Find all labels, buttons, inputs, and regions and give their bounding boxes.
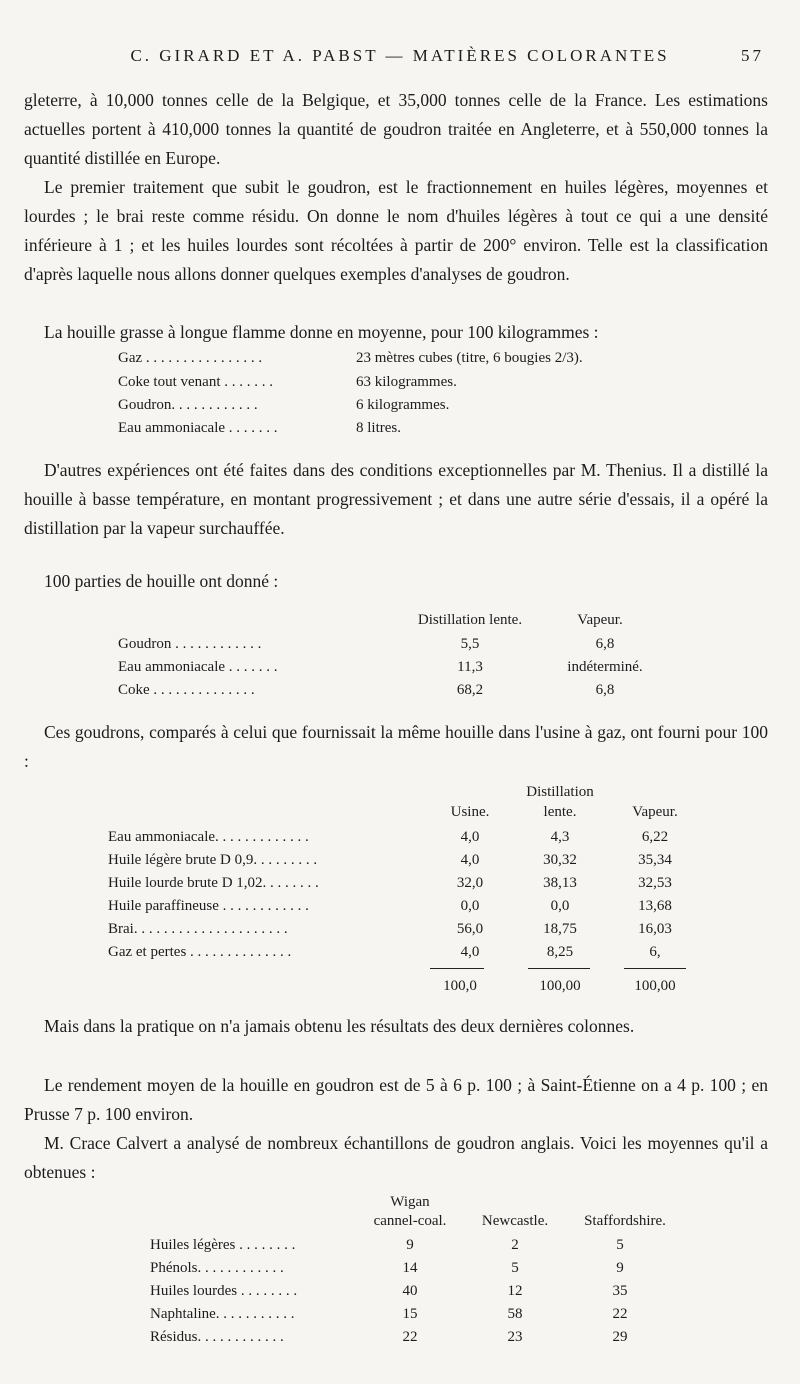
column-header: cannel-coal. [373, 1213, 447, 1229]
row-value: 63 kilogrammes. [356, 374, 457, 390]
row-label: Eau ammoniacale . . . . . . . [118, 659, 278, 675]
table-cell: 68,2 [456, 682, 484, 698]
header-title: C. GIRARD ET A. PABST — MATIÈRES COLORANTES [130, 46, 670, 65]
row-label: Résidus. . . . . . . . . . . . [150, 1329, 284, 1345]
table-cell: 2 [511, 1237, 519, 1253]
table-cell: 23 [507, 1329, 523, 1345]
table-cell: 6,8 [595, 636, 615, 652]
total-rule [430, 968, 484, 969]
row-label: Phénols. . . . . . . . . . . . [150, 1260, 284, 1276]
table-cell: 35 [612, 1283, 628, 1299]
row-label: Coke tout venant . . . . . . . [118, 374, 273, 390]
table-cell: 5 [616, 1237, 624, 1253]
row-label: Coke . . . . . . . . . . . . . . [118, 682, 255, 698]
row-value: 8 litres. [356, 420, 401, 436]
table-cell: 6,8 [595, 682, 615, 698]
table-cell: 58 [507, 1306, 523, 1322]
total-cell: 100,00 [539, 978, 581, 994]
column-header: Staffordshire. [584, 1213, 666, 1229]
table-cell: 29 [612, 1329, 628, 1345]
column-header: Distillation lente. [417, 612, 523, 628]
table-cell: 22 [612, 1306, 628, 1322]
paragraph-2: Le premier traitement que subit le goudron, est le fractionnement en huiles légères, moyennes et lourdes ; le brai reste comme résidu. On donne le nom d'huiles légères à tout ce qui a une densité inférieure à 1 ; et les huiles lourdes sont récoltées à partir de 200° environ. Telle est la classification d'après laquelle nous allons donner quelques exemples d'analyses de goudron. [24, 177, 768, 284]
table-cell: 15 [402, 1306, 418, 1322]
table-cell: 4,0 [460, 852, 480, 868]
table-cell: 35,34 [638, 852, 672, 868]
row-value: 6 kilogrammes. [356, 397, 450, 413]
table-cell: 9 [406, 1237, 414, 1253]
paragraph-9: M. Crace Calvert a analysé de nombreux échantillons de goudron anglais. Voici les moyennes qu'il a obtenues : [24, 1133, 768, 1182]
table-cell: 0,0 [460, 898, 480, 914]
table-cell: 8,25 [546, 944, 574, 960]
row-label: Eau ammoniacale . . . . . . . [118, 420, 278, 436]
table-cell: 0,0 [550, 898, 570, 914]
table-cell: 6,22 [641, 829, 669, 845]
page-number: 57 [741, 46, 764, 65]
paragraph-3: La houille grasse à longue flamme donne en moyenne, pour 100 kilogrammes : [44, 322, 599, 342]
table-cell: 4,0 [460, 829, 480, 845]
column-header: Vapeur. [632, 804, 678, 820]
row-label: Gaz et pertes . . . . . . . . . . . . . . [108, 944, 292, 960]
table-cell: indéterminé. [567, 659, 643, 675]
column-header: Newcastle. [481, 1213, 549, 1229]
row-label: Huiles lourdes . . . . . . . . [150, 1283, 298, 1299]
table-cell: 32,0 [456, 875, 484, 891]
table-cell: 56,0 [456, 921, 484, 937]
table-cell: 12 [507, 1283, 523, 1299]
table-cell: 22 [402, 1329, 418, 1345]
row-label: Naphtaline. . . . . . . . . . . [150, 1306, 295, 1322]
total-cell: 100,0 [443, 978, 477, 994]
table-cell: 38,13 [543, 875, 577, 891]
total-cell: 100,00 [634, 978, 676, 994]
total-rule [624, 968, 686, 969]
paragraph-7: Mais dans la pratique on n'a jamais obtenu les résultats des deux dernières colonnes. [44, 1016, 635, 1036]
row-label: Gaz . . . . . . . . . . . . . . . . [118, 350, 263, 366]
table-cell: 4,0 [460, 944, 480, 960]
paragraph-6: Ces goudrons, comparés à celui que fournissait la même houille dans l'usine à gaz, ont fourni pour 100 : [24, 722, 768, 771]
table-cell: 11,3 [457, 659, 483, 675]
row-label: Brai. . . . . . . . . . . . . . . . . . . . . [108, 921, 288, 937]
column-header: Distillation [526, 784, 594, 800]
table-cell: 13,68 [638, 898, 672, 914]
table-cell: 9 [616, 1260, 624, 1276]
table-cell: 18,75 [543, 921, 577, 937]
table-cell: 5 [511, 1260, 519, 1276]
row-label: Huiles légères . . . . . . . . [150, 1237, 296, 1253]
row-label: Goudron . . . . . . . . . . . . [118, 636, 262, 652]
row-label: Huile paraffineuse . . . . . . . . . . . . [108, 898, 309, 914]
row-value: 23 mètres cubes (titre, 6 bougies 2/3). [356, 350, 583, 366]
paragraph-8: Le rendement moyen de la houille en goudron est de 5 à 6 p. 100 ; à Saint-Étienne on a 4 p. 100 ; en Prusse 7 p. 100 environ. [24, 1075, 768, 1124]
total-rule [528, 968, 590, 969]
column-header: Vapeur. [577, 612, 623, 628]
table-cell: 32,53 [638, 875, 672, 891]
paragraph-1: gleterre, à 10,000 tonnes celle de la Belgique, et 35,000 tonnes celle de la France. Les estimations actuelles portent à 410,000 tonnes la quantité de goudron traitée en Angleterre, et à 550,000 tonnes la quantité distillée en Europe. [24, 90, 768, 168]
column-header: lente. [543, 804, 577, 820]
column-header: Wigan [390, 1194, 430, 1210]
table-cell: 16,03 [638, 921, 672, 937]
table-cell: 30,32 [543, 852, 577, 868]
table-cell: 14 [402, 1260, 418, 1276]
row-label: Goudron. . . . . . . . . . . . [118, 397, 258, 413]
paragraph-5: 100 parties de houille ont donné : [44, 571, 279, 591]
table-cell: 5,5 [460, 636, 480, 652]
paragraph-4: D'autres expériences ont été faites dans des conditions exceptionnelles par M. Thenius. Il a distillé la houille à basse température, en montant progressivement ; et dans une autre série d'essais, il a opéré la distillation par la vapeur surchauffée. [24, 460, 768, 538]
table-cell: 40 [402, 1283, 418, 1299]
row-label: Huile lourde brute D 1,02. . . . . . . . [108, 875, 319, 891]
table-cell: 4,3 [550, 829, 570, 845]
row-label: Eau ammoniacale. . . . . . . . . . . . . [108, 829, 309, 845]
row-label: Huile légère brute D 0,9. . . . . . . . . [108, 852, 318, 868]
column-header: Usine. [450, 804, 490, 820]
table-cell: 6, [649, 944, 661, 960]
